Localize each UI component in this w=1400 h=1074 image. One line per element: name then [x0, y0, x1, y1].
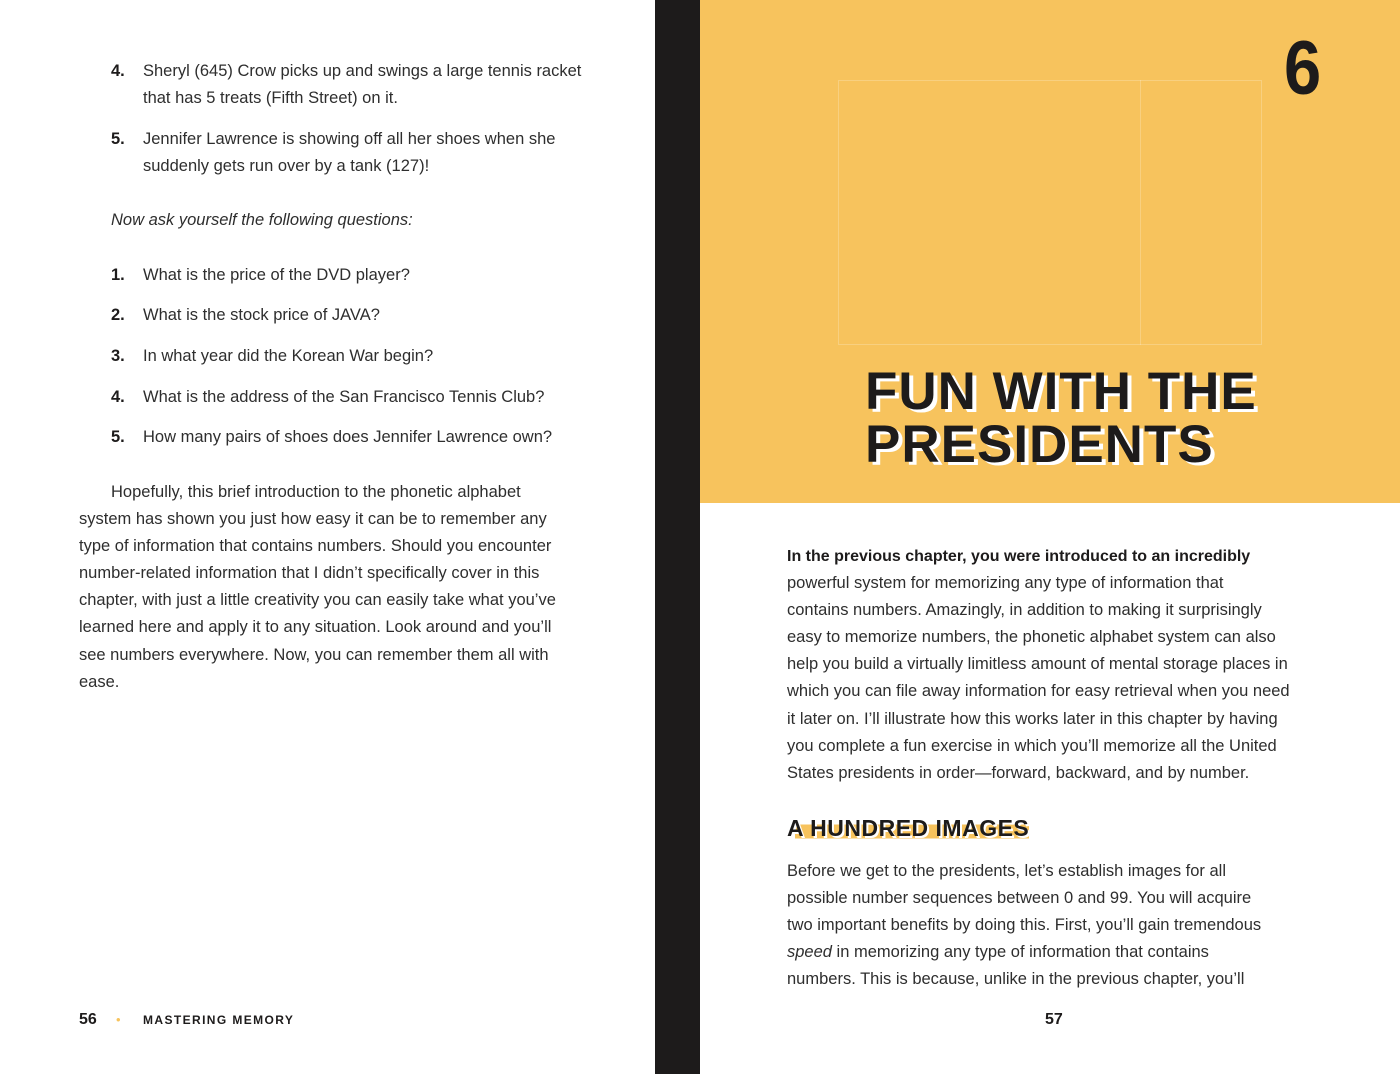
question-text: In what year did the Korean War begin? [143, 347, 434, 365]
page-number-right: 57 [1045, 1011, 1063, 1028]
paragraph-line: learned here and apply it to any situation. Look around and you’ll [79, 618, 552, 637]
paragraph-line: Hopefully, this brief introduction to the phonetic alphabet [111, 483, 521, 501]
question-text: What is the stock price of JAVA? [143, 306, 380, 324]
paragraph-line: Before we get to the presidents, let’s establish images for all [787, 862, 1227, 880]
paragraph-line: number-related information that I didn’t specifically cover in this [79, 564, 540, 583]
paragraph-line: contains numbers. Amazingly, in addition to making it surprisingly [787, 601, 1262, 620]
footer-separator-dot: • [116, 1012, 121, 1027]
paragraph-line: easy to memorize numbers, the phonetic alphabet system can also [787, 628, 1276, 647]
left-page [0, 0, 655, 1074]
chapter-title-line: PRESIDENTS [865, 415, 1214, 474]
book-spine [655, 0, 700, 1074]
chapter-title [865, 362, 1257, 474]
paragraph-line [787, 939, 1261, 966]
paragraph-line: two important benefits by doing this. First, you’ll gain tremendous [787, 916, 1262, 935]
decorative-frame [838, 80, 1262, 345]
question-text: How many pairs of shoes does Jennifer Lawrence own? [143, 428, 553, 446]
running-head: MASTERING MEMORY [143, 1013, 295, 1027]
page-number-left: 56 [79, 1011, 97, 1028]
list-item-line: suddenly gets run over by a tank (127)! [143, 157, 430, 176]
emphasized-word: speed [787, 943, 832, 962]
paragraph-line: it later on. I’ll illustrate how this works later in this chapter by having [787, 709, 1278, 728]
question-text: What is the price of the DVD player? [143, 266, 410, 284]
paragraph-line: chapter, with just a little creativity you can easily take what you’ve [79, 591, 556, 610]
closing-paragraph [79, 479, 556, 696]
question-number: 4. [111, 388, 125, 406]
list-item-line: Sheryl (645) Crow picks up and swings a large tennis racket [143, 62, 582, 80]
paragraph-line: you complete a fun exercise in which you’ll memorize all the United [787, 736, 1277, 755]
paragraph-line: possible number sequences between 0 and 99. You will acquire [787, 889, 1252, 908]
paragraph-line: help you build a virtually limitless amount of mental storage places in [787, 655, 1288, 674]
question-number: 1. [111, 266, 125, 284]
right-page [700, 0, 1400, 1074]
list-item-text [143, 126, 555, 180]
intro-paragraph [787, 543, 1290, 787]
paragraph-line: powerful system for memorizing any type of information that [787, 574, 1224, 593]
question-number: 2. [111, 306, 125, 324]
list-item-line: Jennifer Lawrence is showing off all her shoes when she [143, 130, 556, 148]
list-number: 4. [111, 62, 125, 80]
section-paragraph [787, 858, 1261, 993]
list-number: 5. [111, 130, 125, 148]
chapter-title-line: FUN WITH THE [865, 362, 1257, 421]
chapter-header-block [700, 0, 1400, 503]
question-text: What is the address of the San Francisco Tennis Club? [143, 388, 545, 406]
list-item-line: that has 5 treats (Fifth Street) on it. [143, 89, 398, 108]
questions-prompt: Now ask yourself the following questions: [111, 211, 413, 229]
section-heading [787, 814, 1029, 842]
chapter-number: 6 [1284, 26, 1322, 111]
intro-lead-line: In the previous chapter, you were introduced to an incredibly [787, 548, 1251, 565]
question-number: 5. [111, 428, 125, 446]
paragraph-line: numbers. This is because, unlike in the previous chapter, you’ll [787, 970, 1245, 989]
paragraph-line: which you can file away information for easy retrieval when you need [787, 682, 1290, 701]
paragraph-line: system has shown you just how easy it can be to remember any [79, 510, 547, 529]
list-item-text [143, 58, 581, 112]
paragraph-line-rest: in memorizing any type of information that contains [831, 943, 1209, 962]
paragraph-line: States presidents in order—forward, backward, and by number. [787, 763, 1250, 782]
paragraph-line: ease. [79, 672, 120, 691]
paragraph-line: see numbers everywhere. Now, you can remember them all with [79, 645, 549, 664]
decorative-rule [1140, 80, 1141, 345]
section-heading-text: A HUNDRED IMAGES [787, 815, 1030, 841]
question-number: 3. [111, 347, 125, 365]
paragraph-line: type of information that contains numbers. Should you encounter [79, 537, 552, 556]
